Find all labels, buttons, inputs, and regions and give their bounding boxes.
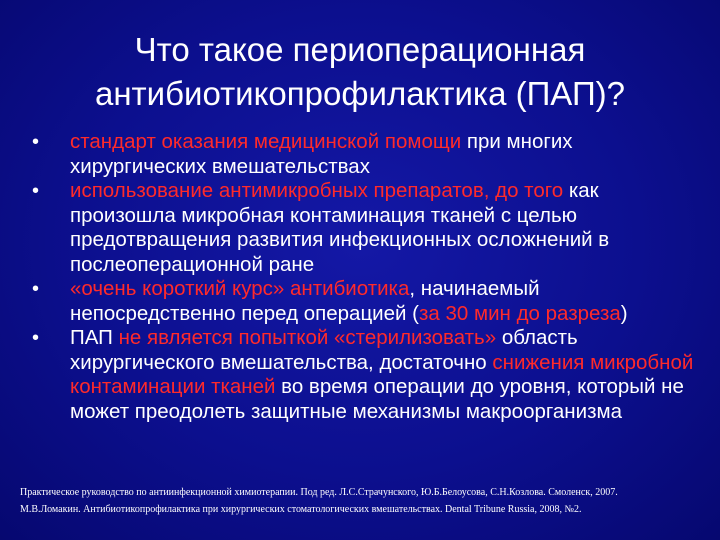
bullet-icon: • xyxy=(32,131,40,153)
bullet-3-segment-1: «очень короткий курс» антибиотика xyxy=(70,277,410,300)
title-line-1: Что такое периоперационная xyxy=(134,31,586,68)
bullet-icon: • xyxy=(32,278,40,300)
bullet-1-segment-1: стандарт оказания медицинской помощи xyxy=(70,130,467,153)
bullet-4-segment-4: снижения микробной контаминации тканей xyxy=(70,350,694,398)
bullet-item xyxy=(26,326,706,424)
slide-title xyxy=(40,28,680,116)
bullet-list xyxy=(26,130,706,424)
bullet-item xyxy=(26,277,706,326)
bullet-2-segment-1: использование антимикробных препаратов, до того xyxy=(70,179,569,202)
references-footer xyxy=(20,484,710,518)
bullet-3-segment-2: , начинаемый непосредственно перед операцией ( xyxy=(70,277,540,325)
bullet-3-segment-3: за 30 мин до разреза xyxy=(419,301,621,325)
bullet-item xyxy=(26,130,706,179)
bullet-icon: • xyxy=(32,180,40,202)
bullet-4-segment-3: область хирургического вмешательства, достаточно xyxy=(70,326,578,374)
reference-2: М.В.Ломакин. Антибиотикопрофилактика при хирургических стоматологических вмешательствах. Dental Tribune Russia, 2008, №2. xyxy=(20,504,582,515)
bullet-2-segment-2: как произошла микробная контаминация тканей с целью предотвращения развития инфекционных осложнений в послеоперационной ране xyxy=(70,179,610,276)
bullet-1-segment-2: при многих хирургических вмешательствах xyxy=(70,130,573,178)
bullet-4-segment-5: во время операции до уровня, который не может преодолеть защитные механизмы макроорганизма xyxy=(70,375,684,423)
title-line-2: антибиотикопрофилактика (ПАП)? xyxy=(94,75,625,112)
bullet-4-segment-2: не является попыткой «стерилизовать» xyxy=(118,326,497,349)
bullet-item xyxy=(26,179,706,277)
bullet-icon: • xyxy=(32,327,40,349)
bullet-3-segment-4: ) xyxy=(620,301,628,325)
bullet-4-segment-1: ПАП xyxy=(70,326,119,349)
reference-1: Практическое руководство по антиинфекционной химиотерапии. Под ред. Л.С.Страчунского, Ю.Б.Белоусова, С.Н.Козлова. Смоленск, 2007. xyxy=(20,487,618,498)
